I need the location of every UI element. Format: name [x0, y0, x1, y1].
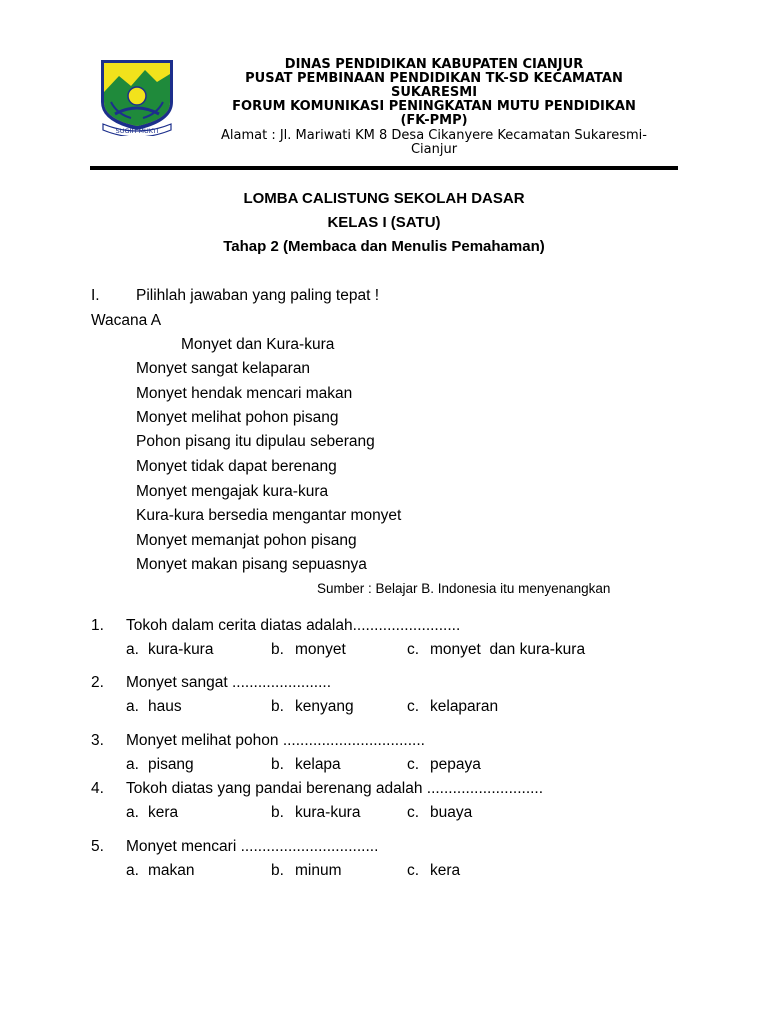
option-text: kelaparan [430, 698, 499, 715]
option-text: pepaya [430, 756, 481, 773]
option-text: kelapa [295, 756, 341, 773]
exam-class: KELAS I (SATU) [327, 214, 441, 231]
header-line-2: PUSAT PEMBINAAN PENDIDIKAN TK-SD KECAMATAN [245, 71, 623, 86]
passage-line: Kura-kura bersedia mengantar monyet [136, 507, 402, 524]
question-number: 3. [91, 732, 104, 749]
option-text: haus [148, 698, 182, 715]
question-number: 4. [91, 780, 104, 797]
section-instruction: Pilihlah jawaban yang paling tepat ! [136, 287, 380, 304]
option-letter: a. [126, 804, 139, 821]
passage-line: Monyet mengajak kura-kura [136, 483, 329, 500]
option-letter: a. [126, 862, 139, 879]
passage-line: Monyet hendak mencari makan [136, 385, 353, 402]
option-text: kura-kura [295, 804, 361, 821]
option-text: makan [148, 862, 195, 879]
option-letter: c. [407, 756, 420, 773]
passage-source: Sumber : Belajar B. Indonesia itu menyenangkan [317, 581, 611, 596]
passage-line: Monyet melihat pohon pisang [136, 409, 339, 426]
passage-line: Monyet makan pisang sepuasnya [136, 556, 367, 573]
option-text: buaya [430, 804, 473, 821]
option-text: kera [148, 804, 179, 821]
option-letter: b. [271, 698, 284, 715]
cianjur-regency-logo [97, 58, 177, 136]
question-text: Monyet sangat ....................... [126, 674, 332, 691]
option-letter: a. [126, 756, 139, 773]
passage-line: Monyet memanjat pohon pisang [136, 532, 357, 549]
passage-line: Pohon pisang itu dipulau seberang [136, 433, 375, 450]
question-number: 2. [91, 674, 104, 691]
option-letter: c. [407, 698, 420, 715]
option-letter: a. [126, 641, 139, 658]
option-text: pisang [148, 756, 194, 773]
question-text: Tokoh dalam cerita diatas adalah......................... [126, 617, 461, 634]
question-text: Monyet mencari ................................ [126, 838, 379, 855]
passage-line: Monyet sangat kelaparan [136, 360, 311, 377]
option-letter: b. [271, 804, 284, 821]
option-letter: b. [271, 862, 284, 879]
question-text: Tokoh diatas yang pandai berenang adalah ........................... [126, 780, 544, 797]
question-number: 1. [91, 617, 104, 634]
option-letter: c. [407, 641, 420, 658]
option-letter: c. [407, 804, 420, 821]
option-text: monyet [295, 641, 346, 658]
question-number: 5. [91, 838, 104, 855]
header-line-5: (FK-PMP) [400, 113, 468, 128]
exam-stage: Tahap 2 (Membaca dan Menulis Pemahaman) [223, 238, 545, 255]
option-text: minum [295, 862, 342, 879]
passage-title: Monyet dan Kura-kura [181, 336, 335, 353]
option-text: kura-kura [148, 641, 214, 658]
option-letter: b. [271, 641, 284, 658]
passage-line: Monyet tidak dapat berenang [136, 458, 337, 475]
header-line-4: FORUM KOMUNIKASI PENINGKATAN MUTU PENDIDIKAN [232, 99, 636, 114]
header-divider [90, 166, 678, 170]
header-address-1: Alamat : Jl. Mariwati KM 8 Desa Cikanyere Kecamatan Sukaresmi- [221, 128, 647, 143]
header-line-3: SUKARESMI [390, 85, 478, 100]
option-letter: c. [407, 862, 420, 879]
section-number: I. [91, 287, 100, 304]
passage-label: Wacana A [91, 312, 162, 329]
logo-motto: SUGIH MUKTI [115, 127, 159, 135]
option-letter: a. [126, 698, 139, 715]
option-letter: b. [271, 756, 284, 773]
option-text: kera [430, 862, 461, 879]
header-line-1: DINAS PENDIDIKAN KABUPATEN CIANJUR [284, 57, 584, 72]
header-address-2: Cianjur [410, 142, 458, 157]
exam-title: LOMBA CALISTUNG SEKOLAH DASAR [243, 190, 525, 207]
option-text: kenyang [295, 698, 354, 715]
option-text: monyet dan kura-kura [430, 641, 586, 658]
question-text: Monyet melihat pohon ................................. [126, 732, 425, 749]
